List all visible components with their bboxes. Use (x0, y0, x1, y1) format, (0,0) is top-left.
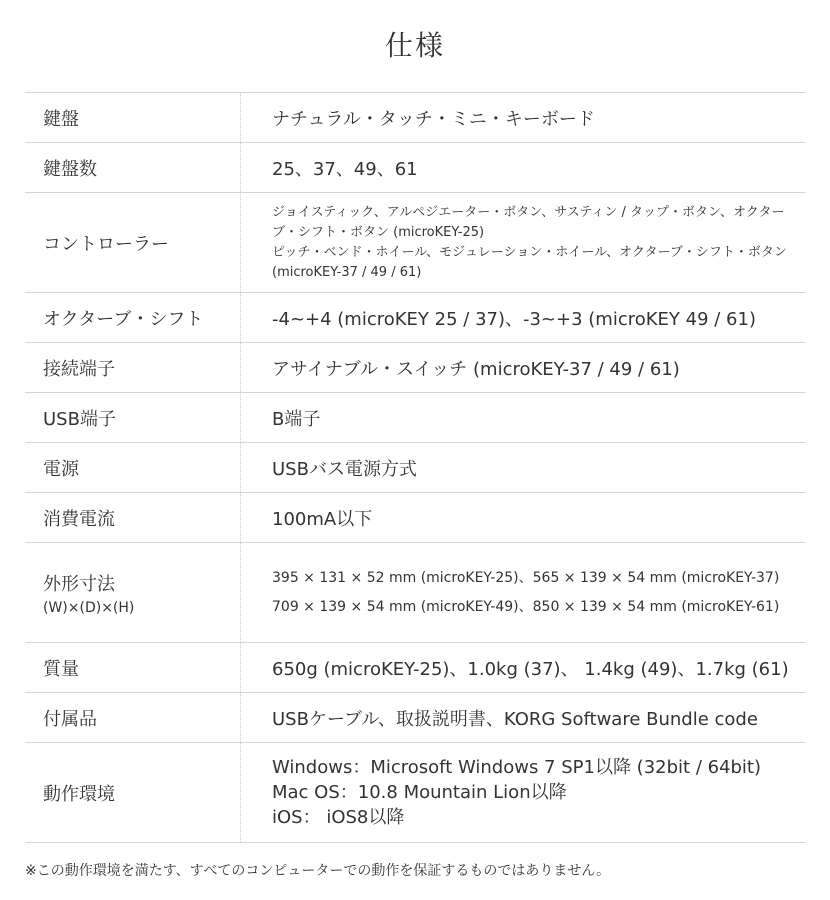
spec-value (241, 543, 805, 642)
spec-label: 鍵盤 (25, 93, 241, 142)
spec-value-line: ジョイスティック、アルペジエーター・ボタン、サスティン / タップ・ボタン、オクターブ・シフト・ボタン (microKEY-25) (272, 204, 785, 240)
spec-value-line: 709 × 139 × 54 mm (microKEY-49)、850 × 139 × 54 mm (microKEY-61) (272, 598, 780, 615)
spec-row-accessories (25, 693, 805, 743)
spec-label: 動作環境 (25, 743, 241, 842)
spec-row-octave-shift (25, 293, 805, 343)
spec-value-line: iOS： iOS8以降 (272, 807, 405, 828)
spec-table (25, 92, 805, 843)
spec-value (241, 193, 805, 292)
spec-label-main: 外形寸法 (43, 573, 115, 595)
spec-label: コントローラー (25, 193, 241, 292)
spec-value: 650g (microKEY-25)、1.0kg (37)、 1.4kg (49)、1.7kg (61) (272, 658, 789, 680)
spec-label: USB端子 (25, 393, 241, 442)
spec-row-usb-port (25, 393, 805, 443)
spec-row-keyboard (25, 93, 805, 143)
spec-label: 接続端子 (25, 343, 241, 392)
spec-row-dimensions (25, 543, 805, 643)
spec-value-line: ピッチ・ベンド・ホイール、モジュレーション・ホイール、オクターブ・シフト・ボタン (microKEY-37 / 49 / 61) (272, 244, 787, 280)
spec-row-environment (25, 743, 805, 843)
spec-label-sub: (W)×(D)×(H) (43, 599, 135, 616)
spec-value: 100mA以下 (272, 508, 373, 530)
spec-label: 鍵盤数 (25, 143, 241, 192)
footnote: ※この動作環境を満たす、すべてのコンピューターでの動作を保証するものではありません。 (25, 863, 611, 879)
spec-value: -4~+4 (microKEY 25 / 37)、-3~+3 (microKEY 49 / 61) (272, 308, 756, 330)
spec-value: 25、37、49、61 (272, 158, 418, 180)
spec-value: USBバス電源方式 (272, 458, 417, 480)
spec-row-weight (25, 643, 805, 693)
spec-value (241, 743, 805, 842)
page-title: 仕様 (384, 29, 445, 62)
spec-label: 電源 (25, 443, 241, 492)
spec-row-controllers (25, 193, 805, 293)
spec-value-line: Windows：Microsoft Windows 7 SP1以降 (32bit / 64bit) (272, 757, 762, 778)
spec-label: 付属品 (25, 693, 241, 742)
spec-row-consumption (25, 493, 805, 543)
spec-value: B端子 (272, 408, 321, 430)
spec-value-line: Mac OS：10.8 Mountain Lion以降 (272, 782, 567, 803)
spec-value-line: 395 × 131 × 52 mm (microKEY-25)、565 × 139 × 54 mm (microKEY-37) (272, 569, 780, 586)
spec-label: オクターブ・シフト (25, 293, 241, 342)
spec-label (25, 543, 241, 642)
spec-value: USBケーブル、取扱説明書、KORG Software Bundle code (272, 708, 758, 730)
spec-row-connectors (25, 343, 805, 393)
spec-row-power (25, 443, 805, 493)
spec-label: 質量 (25, 643, 241, 692)
spec-value: アサイナブル・スイッチ (microKEY-37 / 49 / 61) (272, 358, 680, 380)
spec-value: ナチュラル・タッチ・ミニ・キーボード (272, 108, 595, 130)
spec-label: 消費電流 (25, 493, 241, 542)
spec-row-key-count (25, 143, 805, 193)
